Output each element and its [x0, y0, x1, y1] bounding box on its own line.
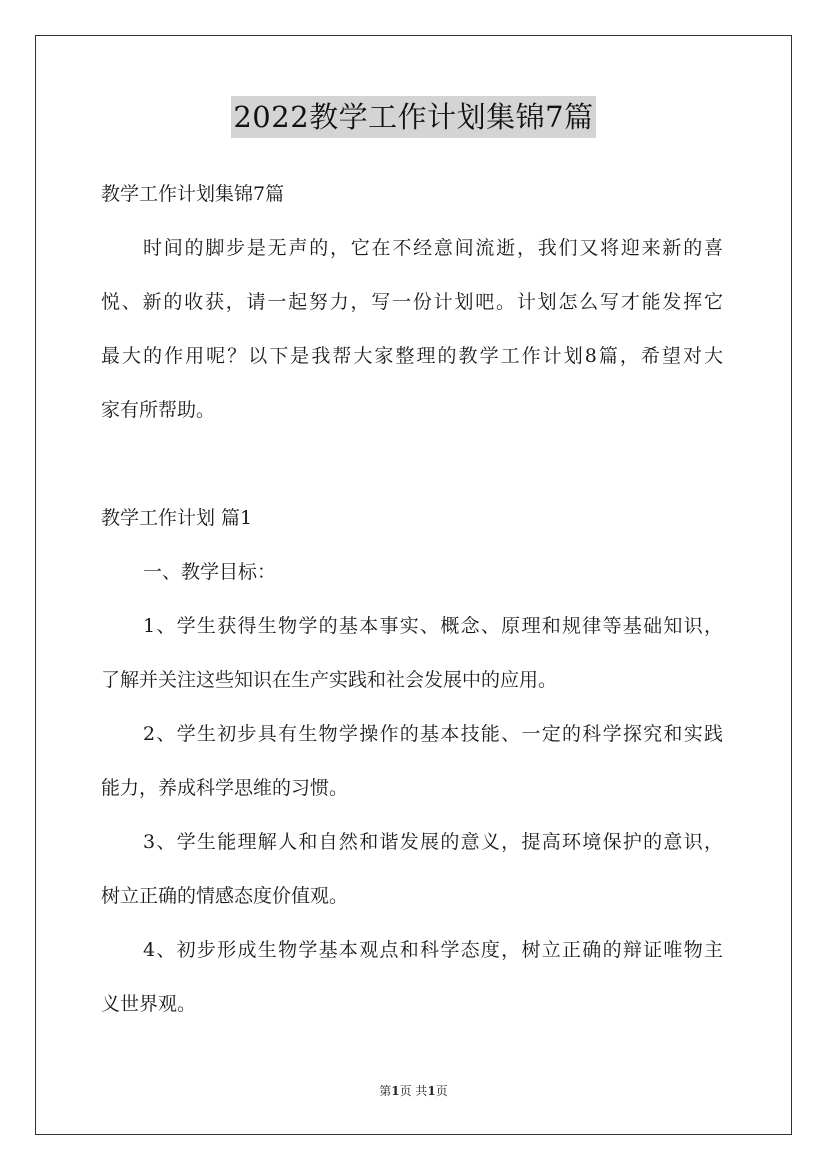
objective-4-line-1: 4、初步形成生物学基本观点和科学态度，树立正确的辩证唯物主 — [143, 939, 723, 961]
objective-3-line-2: 树立正确的情感态度价值观。 — [101, 885, 349, 907]
objectives-heading: 一、教学目标： — [143, 561, 277, 583]
document-subtitle: 教学工作计划集锦7篇 — [101, 183, 285, 205]
intro-line-1: 时间的脚步是无声的，它在不经意间流逝，我们又将迎来新的喜 — [143, 237, 723, 259]
intro-line-3: 最大的作用呢？以下是我帮大家整理的教学工作计划8篇，希望对大 — [101, 345, 723, 367]
footer-page-total: 1 — [427, 1084, 436, 1098]
objective-1-line-1: 1、学生获得生物学的基本事实、概念、原理和规律等基础知识， — [143, 615, 723, 637]
footer-page-prefix: 第 — [379, 1084, 392, 1098]
footer-page-mid: 页 共 — [399, 1084, 428, 1098]
page-footer — [0, 1083, 827, 1099]
objective-3-line-1: 3、学生能理解人和自然和谐发展的意义，提高环境保护的意识， — [143, 831, 723, 853]
objective-4-line-2: 义世界观。 — [101, 993, 197, 1015]
objective-1-line-2: 了解并关注这些知识在生产实践和社会发展中的应用。 — [101, 669, 558, 691]
section-heading: 教学工作计划 篇1 — [101, 507, 253, 529]
footer-page-suffix: 页 — [435, 1084, 448, 1098]
footer-page-current: 1 — [391, 1084, 400, 1098]
objective-2-line-1: 2、学生初步具有生物学操作的基本技能、一定的科学探究和实践 — [143, 723, 723, 745]
objective-2-line-2: 能力，养成科学思维的习惯。 — [101, 777, 349, 799]
title-container — [0, 96, 827, 138]
document-title: 2022教学工作计划集锦7篇 — [231, 96, 595, 138]
intro-line-4: 家有所帮助。 — [101, 399, 216, 421]
intro-line-2: 悦、新的收获，请一起努力，写一份计划吧。计划怎么写才能发挥它 — [101, 291, 723, 313]
